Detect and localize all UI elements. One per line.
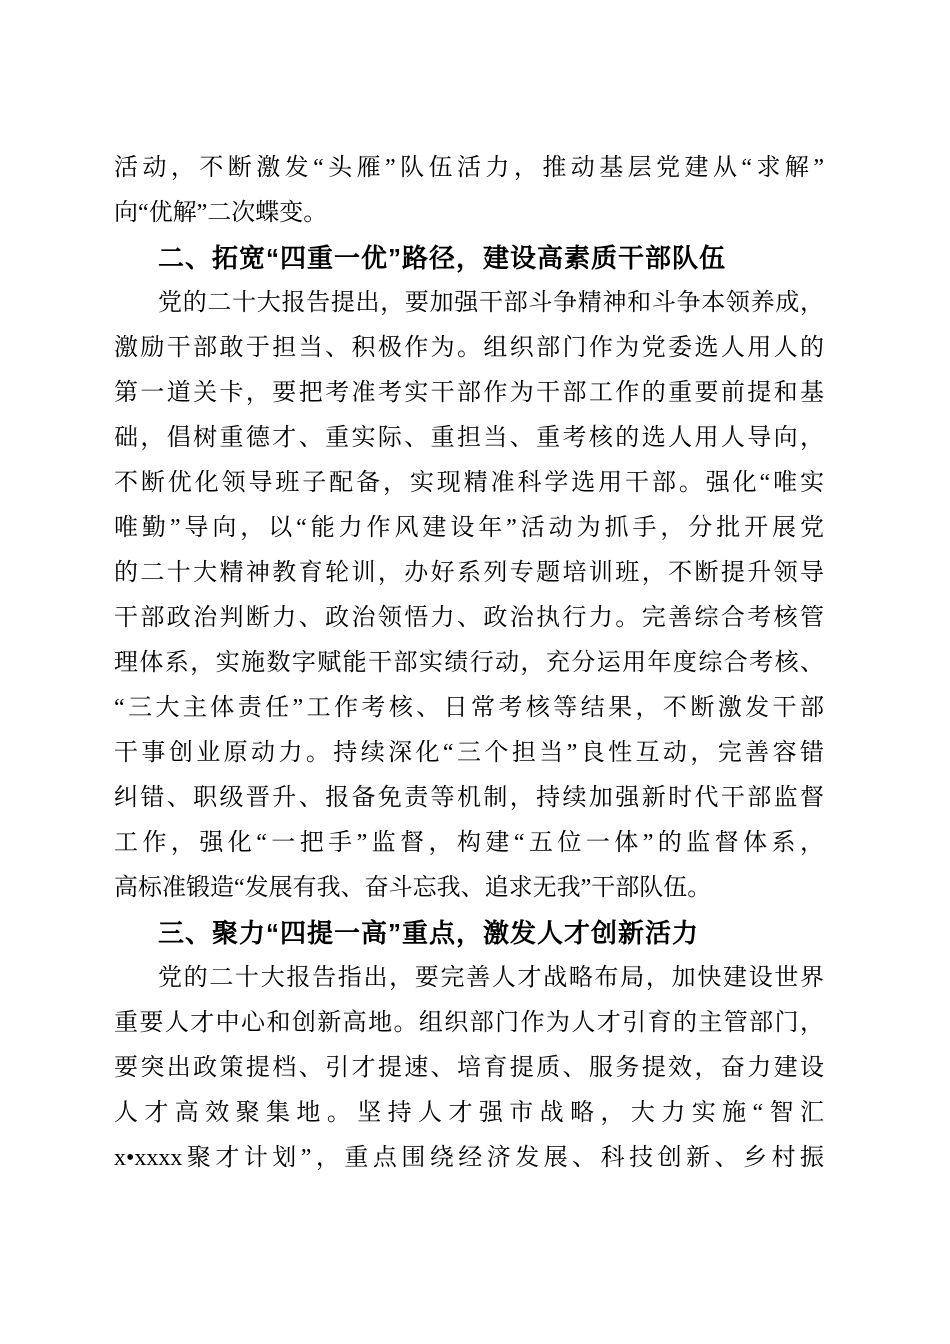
body-text-line: 理体系，实施数字赋能干部实绩行动，充分运用年度综合考核、	[114, 650, 824, 676]
body-text-line: 工作，强化“一把手”监督，构建“五位一体”的监督体系，	[114, 830, 824, 856]
body-text-line: 第一道关卡，要把考准考实干部作为干部工作的重要前提和基	[114, 380, 824, 406]
body-text-line: 的二十大精神教育轮训，办好系列专题培训班，不断提升领导	[114, 560, 824, 586]
body-text-line: 重要人才中心和创新高地。组织部门作为人才引育的主管部门，	[114, 1010, 824, 1036]
body-text-line: 激励干部敢于担当、积极作为。组织部门作为党委选人用人的	[114, 335, 824, 361]
body-text-line: x•xxxx聚才计划”，重点围绕经济发展、科技创新、乡村振	[114, 1145, 824, 1171]
body-text-line: 不断优化领导班子配备，实现精准科学选用干部。强化“唯实	[114, 470, 824, 496]
body-text-line: 党的二十大报告指出，要完善人才战略布局，加快建设世界	[158, 965, 824, 991]
body-text-line: 人才高效聚集地。坚持人才强市战略，大力实施“智汇	[114, 1100, 824, 1126]
body-text-line: 纠错、职级晋升、报备免责等机制，持续加强新时代干部监督	[114, 785, 824, 811]
body-text-line: “三大主体责任”工作考核、日常考核等结果，不断激发干部	[114, 695, 824, 721]
body-text-line: 干事创业原动力。持续深化“三个担当”良性互动，完善容错	[114, 740, 824, 766]
section-heading: 二、拓宽“四重一优”路径，建设高素质干部队伍	[158, 243, 727, 273]
body-text-line: 唯勤”导向，以“能力作风建设年”活动为抓手，分批开展党	[114, 515, 824, 541]
body-text-line: 要突出政策提档、引才提速、培育提质、服务提效，奋力建设	[114, 1055, 824, 1081]
body-text-line: 活动，不断激发“头雁”队伍活力，推动基层党建从“求解”	[114, 155, 824, 181]
body-text-line: 向“优解”二次蝶变。	[114, 200, 328, 226]
body-text-line: 干部政治判断力、政治领悟力、政治执行力。完善综合考核管	[114, 605, 824, 631]
section-heading: 三、聚力“四提一高”重点，激发人才创新活力	[158, 918, 700, 948]
body-text-line: 党的二十大报告提出，要加强干部斗争精神和斗争本领养成，	[158, 290, 824, 316]
body-text-line: 础，倡树重德才、重实际、重担当、重考核的选人用人导向，	[114, 425, 824, 451]
body-text-line: 高标准锻造“发展有我、奋斗忘我、追求无我”干部队伍。	[114, 875, 712, 901]
